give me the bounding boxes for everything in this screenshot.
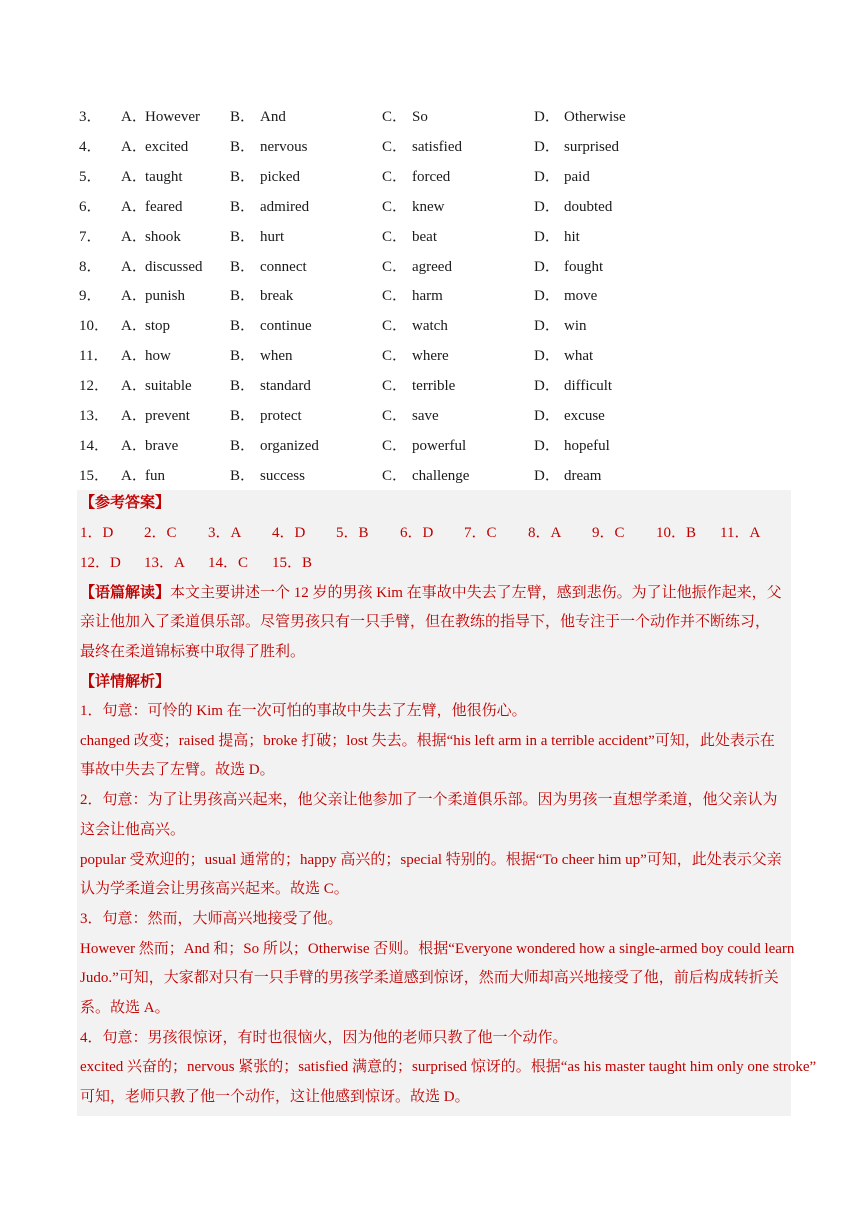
answer-item: 12．D bbox=[80, 555, 121, 571]
option-d bbox=[534, 255, 686, 276]
detail-line: However 然而；And 和；So 所以；Otherwise 否则。根据“Everyone wondered how a single-armed boy could learn bbox=[80, 940, 795, 957]
option-text: discussed bbox=[145, 258, 203, 275]
option-b bbox=[230, 434, 382, 455]
option-letter: B． bbox=[230, 348, 256, 365]
question-number: 15． bbox=[79, 467, 110, 484]
option-text: success bbox=[260, 467, 305, 484]
detail-line: 4．句意：男孩很惊讶，有时也很恼火，因为他的老师只教了他一个动作。 bbox=[80, 1029, 568, 1046]
option-b bbox=[230, 165, 382, 186]
question-number: 13． bbox=[79, 407, 110, 424]
option-c bbox=[382, 434, 534, 455]
option-letter: C． bbox=[382, 318, 408, 335]
option-letter: A． bbox=[121, 169, 147, 186]
option-letter: B． bbox=[230, 228, 256, 245]
option-c bbox=[382, 314, 534, 335]
option-letter: A． bbox=[121, 378, 147, 395]
passage-line-3: 最终在柔道锦标赛中取得了胜利。 bbox=[80, 644, 306, 660]
option-text: satisfied bbox=[412, 139, 462, 156]
option-text: suitable bbox=[145, 378, 192, 395]
option-b bbox=[230, 255, 382, 276]
option-text: fun bbox=[145, 467, 165, 484]
option-letter: C． bbox=[382, 378, 408, 395]
option-b bbox=[230, 314, 382, 335]
option-text: admired bbox=[260, 198, 310, 215]
option-letter: C． bbox=[382, 228, 408, 245]
option-letter: C． bbox=[382, 407, 408, 424]
answer-item: 3．A bbox=[208, 525, 242, 541]
option-text: powerful bbox=[412, 437, 467, 454]
option-text: So bbox=[412, 109, 428, 126]
option-letter: A． bbox=[121, 258, 147, 275]
option-text: doubted bbox=[564, 198, 613, 215]
answer-item: 15．B bbox=[272, 555, 313, 571]
question-row bbox=[79, 101, 686, 131]
option-letter: A． bbox=[121, 407, 147, 424]
option-letter: B． bbox=[230, 198, 256, 215]
option-letter: A． bbox=[121, 139, 147, 156]
option-letter: C． bbox=[382, 258, 408, 275]
option-c bbox=[382, 255, 534, 276]
answers-row-2 bbox=[80, 553, 336, 573]
option-c bbox=[382, 404, 534, 425]
option-a bbox=[121, 434, 230, 455]
question-row bbox=[79, 340, 686, 370]
question-row bbox=[79, 131, 686, 161]
option-b bbox=[230, 225, 382, 246]
option-c bbox=[382, 464, 534, 485]
option-letter: A． bbox=[121, 348, 147, 365]
option-letter: C． bbox=[382, 169, 408, 186]
detail-heading: 【详情解析】 bbox=[80, 674, 171, 690]
option-letter: A． bbox=[121, 318, 147, 335]
option-letter: B． bbox=[230, 288, 256, 305]
option-b bbox=[230, 135, 382, 156]
option-text: save bbox=[412, 407, 439, 424]
option-d bbox=[534, 284, 686, 305]
option-letter: B． bbox=[230, 467, 256, 484]
question-row bbox=[79, 280, 686, 310]
option-letter: B． bbox=[230, 258, 256, 275]
option-text: harm bbox=[412, 288, 443, 305]
option-c bbox=[382, 284, 534, 305]
question-number: 5． bbox=[79, 169, 102, 186]
option-a bbox=[121, 135, 230, 156]
question-number: 4． bbox=[79, 139, 102, 156]
option-letter: D． bbox=[534, 139, 560, 156]
option-text: picked bbox=[260, 169, 300, 186]
option-letter: D． bbox=[534, 318, 560, 335]
option-a bbox=[121, 374, 230, 395]
answer-item: 8．A bbox=[528, 525, 562, 541]
option-letter: A． bbox=[121, 228, 147, 245]
option-letter: D． bbox=[534, 258, 560, 275]
option-text: standard bbox=[260, 378, 311, 395]
option-b bbox=[230, 284, 382, 305]
option-c bbox=[382, 165, 534, 186]
option-c bbox=[382, 195, 534, 216]
option-letter: A． bbox=[121, 109, 147, 126]
answer-item: 6．D bbox=[400, 525, 434, 541]
option-letter: C． bbox=[382, 198, 408, 215]
option-text: shook bbox=[145, 228, 181, 245]
detail-line: Judo.”可知，大家都对只有一只手臂的男孩学柔道感到惊讶，然而大师却高兴地接受了他，前后构成转折关 bbox=[80, 970, 779, 987]
answer-item: 9．C bbox=[592, 525, 625, 541]
option-text: nervous bbox=[260, 139, 308, 156]
option-text: terrible bbox=[412, 378, 456, 395]
option-text: hit bbox=[564, 228, 580, 245]
option-c bbox=[382, 344, 534, 365]
option-text: paid bbox=[564, 169, 590, 186]
question-row bbox=[79, 220, 686, 250]
option-letter: B． bbox=[230, 318, 256, 335]
option-letter: C． bbox=[382, 139, 408, 156]
question-options-table bbox=[79, 101, 686, 489]
option-text: when bbox=[260, 348, 293, 365]
option-text: where bbox=[412, 348, 449, 365]
option-text: beat bbox=[412, 228, 437, 245]
option-text: feared bbox=[145, 198, 183, 215]
option-letter: C． bbox=[382, 348, 408, 365]
option-letter: A． bbox=[121, 467, 147, 484]
option-a bbox=[121, 314, 230, 335]
option-a bbox=[121, 225, 230, 246]
answer-item: 2．C bbox=[144, 525, 177, 541]
option-a bbox=[121, 464, 230, 485]
option-d bbox=[534, 314, 686, 335]
detail-line: changed 改变；raised 提高；broke 打破；lost 失去。根据“his left arm in a terrible accident”可知，此处表示在 bbox=[80, 732, 775, 749]
answer-item: 11．A bbox=[720, 525, 761, 541]
answer-explanation-box bbox=[77, 490, 817, 1116]
answer-item: 10．B bbox=[656, 525, 697, 541]
question-number: 10． bbox=[79, 318, 110, 335]
detail-line: popular 受欢迎的；usual 通常的；happy 高兴的；special 特别的。根据“To cheer him up”可知，此处表示父亲 bbox=[80, 851, 782, 868]
option-a bbox=[121, 105, 230, 126]
option-text: continue bbox=[260, 318, 312, 335]
question-number: 14． bbox=[79, 437, 110, 454]
passage-line-2: 亲让他加入了柔道俱乐部。尽管男孩只有一只手臂，但在教练的指导下，他专注于一个动作并不断练习， bbox=[80, 614, 771, 630]
option-text: win bbox=[564, 318, 587, 335]
option-d bbox=[534, 374, 686, 395]
option-a bbox=[121, 165, 230, 186]
answers-heading: 【参考答案】 bbox=[80, 495, 171, 511]
option-b bbox=[230, 464, 382, 485]
question-row bbox=[79, 191, 686, 221]
detail-line: 2．句意：为了让男孩高兴起来，他父亲让他参加了一个柔道俱乐部。因为男孩一直想学柔道，他父亲认为 bbox=[80, 792, 778, 809]
answer-item: 7．C bbox=[464, 525, 497, 541]
option-letter: A． bbox=[121, 198, 147, 215]
option-text: connect bbox=[260, 258, 307, 275]
option-text: surprised bbox=[564, 139, 619, 156]
option-letter: C． bbox=[382, 288, 408, 305]
option-text: And bbox=[260, 109, 286, 126]
option-text: prevent bbox=[145, 407, 190, 424]
option-letter: B． bbox=[230, 407, 256, 424]
option-letter: A． bbox=[121, 437, 147, 454]
option-text: move bbox=[564, 288, 598, 305]
option-text: brave bbox=[145, 437, 179, 454]
option-letter: D． bbox=[534, 228, 560, 245]
option-text: dream bbox=[564, 467, 602, 484]
option-d bbox=[534, 195, 686, 216]
option-b bbox=[230, 374, 382, 395]
option-letter: B． bbox=[230, 139, 256, 156]
option-letter: D． bbox=[534, 169, 560, 186]
option-letter: D． bbox=[534, 378, 560, 395]
question-number: 3． bbox=[79, 109, 102, 126]
option-letter: C． bbox=[382, 437, 408, 454]
passage-heading: 【语篇解读】 bbox=[80, 585, 171, 601]
answers-row-1 bbox=[80, 523, 784, 543]
question-number: 12． bbox=[79, 378, 110, 395]
option-d bbox=[534, 344, 686, 365]
option-b bbox=[230, 404, 382, 425]
option-d bbox=[534, 404, 686, 425]
detail-line: 事故中失去了左臂。故选 D。 bbox=[80, 762, 275, 779]
option-a bbox=[121, 344, 230, 365]
question-number: 6． bbox=[79, 198, 102, 215]
option-text: organized bbox=[260, 437, 319, 454]
question-number: 8． bbox=[79, 258, 102, 275]
option-letter: C． bbox=[382, 109, 408, 126]
option-d bbox=[534, 225, 686, 246]
option-d bbox=[534, 464, 686, 485]
option-text: excuse bbox=[564, 407, 605, 424]
option-text: knew bbox=[412, 198, 445, 215]
option-text: break bbox=[260, 288, 294, 305]
option-letter: B． bbox=[230, 378, 256, 395]
option-letter: B． bbox=[230, 169, 256, 186]
option-text: agreed bbox=[412, 258, 452, 275]
detail-line: excited 兴奋的；nervous 紧张的；satisfied 满意的；surprised 惊讶的。根据“as his master taught him only one stroke” bbox=[80, 1059, 817, 1076]
option-letter: C． bbox=[382, 467, 408, 484]
option-text: taught bbox=[145, 169, 183, 186]
option-letter: B． bbox=[230, 437, 256, 454]
question-row bbox=[79, 370, 686, 400]
option-a bbox=[121, 404, 230, 425]
option-text: how bbox=[145, 348, 171, 365]
option-text: watch bbox=[412, 318, 448, 335]
option-letter: D． bbox=[534, 348, 560, 365]
question-number: 9． bbox=[79, 288, 102, 305]
option-text: excited bbox=[145, 139, 189, 156]
option-letter: D． bbox=[534, 407, 560, 424]
detail-line: 认为学柔道会让男孩高兴起来。故选 C。 bbox=[80, 881, 349, 898]
question-row bbox=[79, 310, 686, 340]
detail-line: 可知，老师只教了他一个动作，这让他感到惊讶。故选 D。 bbox=[80, 1089, 470, 1106]
option-letter: D． bbox=[534, 198, 560, 215]
option-text: punish bbox=[145, 288, 186, 305]
option-d bbox=[534, 105, 686, 126]
answer-item: 1．D bbox=[80, 525, 114, 541]
option-b bbox=[230, 105, 382, 126]
option-text: hurt bbox=[260, 228, 285, 245]
question-number: 7． bbox=[79, 228, 102, 245]
option-text: fought bbox=[564, 258, 604, 275]
option-letter: B． bbox=[230, 109, 256, 126]
option-d bbox=[534, 135, 686, 156]
passage-text-1: 本文主要讲述一个 12 岁的男孩 Kim 在事故中失去了左臂，感到悲伤。为了让他振作起来，父 bbox=[170, 585, 782, 601]
option-c bbox=[382, 225, 534, 246]
option-letter: D． bbox=[534, 109, 560, 126]
answer-item: 4．D bbox=[272, 525, 306, 541]
option-c bbox=[382, 105, 534, 126]
option-c bbox=[382, 135, 534, 156]
detail-line: 3．句意：然而，大师高兴地接受了他。 bbox=[80, 910, 343, 927]
option-c bbox=[382, 374, 534, 395]
option-b bbox=[230, 195, 382, 216]
option-letter: D． bbox=[534, 467, 560, 484]
detail-line: 1．句意：可怜的 Kim 在一次可怕的事故中失去了左臂，他很伤心。 bbox=[80, 703, 527, 719]
question-row bbox=[79, 399, 686, 429]
option-text: difficult bbox=[564, 378, 613, 395]
answer-item: 14．C bbox=[208, 555, 249, 571]
option-text: However bbox=[145, 109, 200, 126]
option-text: stop bbox=[145, 318, 171, 335]
answer-item: 13．A bbox=[144, 555, 185, 571]
detail-line: 系。故选 A。 bbox=[80, 1000, 170, 1016]
option-text: what bbox=[564, 348, 594, 365]
option-a bbox=[121, 284, 230, 305]
option-letter: A． bbox=[121, 288, 147, 305]
option-d bbox=[534, 165, 686, 186]
question-row bbox=[79, 429, 686, 459]
passage-line-1 bbox=[80, 583, 782, 603]
option-letter: D． bbox=[534, 437, 560, 454]
option-a bbox=[121, 255, 230, 276]
question-row bbox=[79, 459, 686, 489]
option-a bbox=[121, 195, 230, 216]
question-number: 11． bbox=[79, 348, 109, 365]
option-text: forced bbox=[412, 169, 451, 186]
question-row bbox=[79, 250, 686, 280]
question-row bbox=[79, 161, 686, 191]
option-b bbox=[230, 344, 382, 365]
option-d bbox=[534, 434, 686, 455]
answer-item: 5．B bbox=[336, 525, 369, 541]
option-text: challenge bbox=[412, 467, 470, 484]
option-text: Otherwise bbox=[564, 109, 626, 126]
option-text: hopeful bbox=[564, 437, 610, 454]
option-text: protect bbox=[260, 407, 302, 424]
option-letter: D． bbox=[534, 288, 560, 305]
detail-line: 这会让他高兴。 bbox=[80, 821, 186, 838]
